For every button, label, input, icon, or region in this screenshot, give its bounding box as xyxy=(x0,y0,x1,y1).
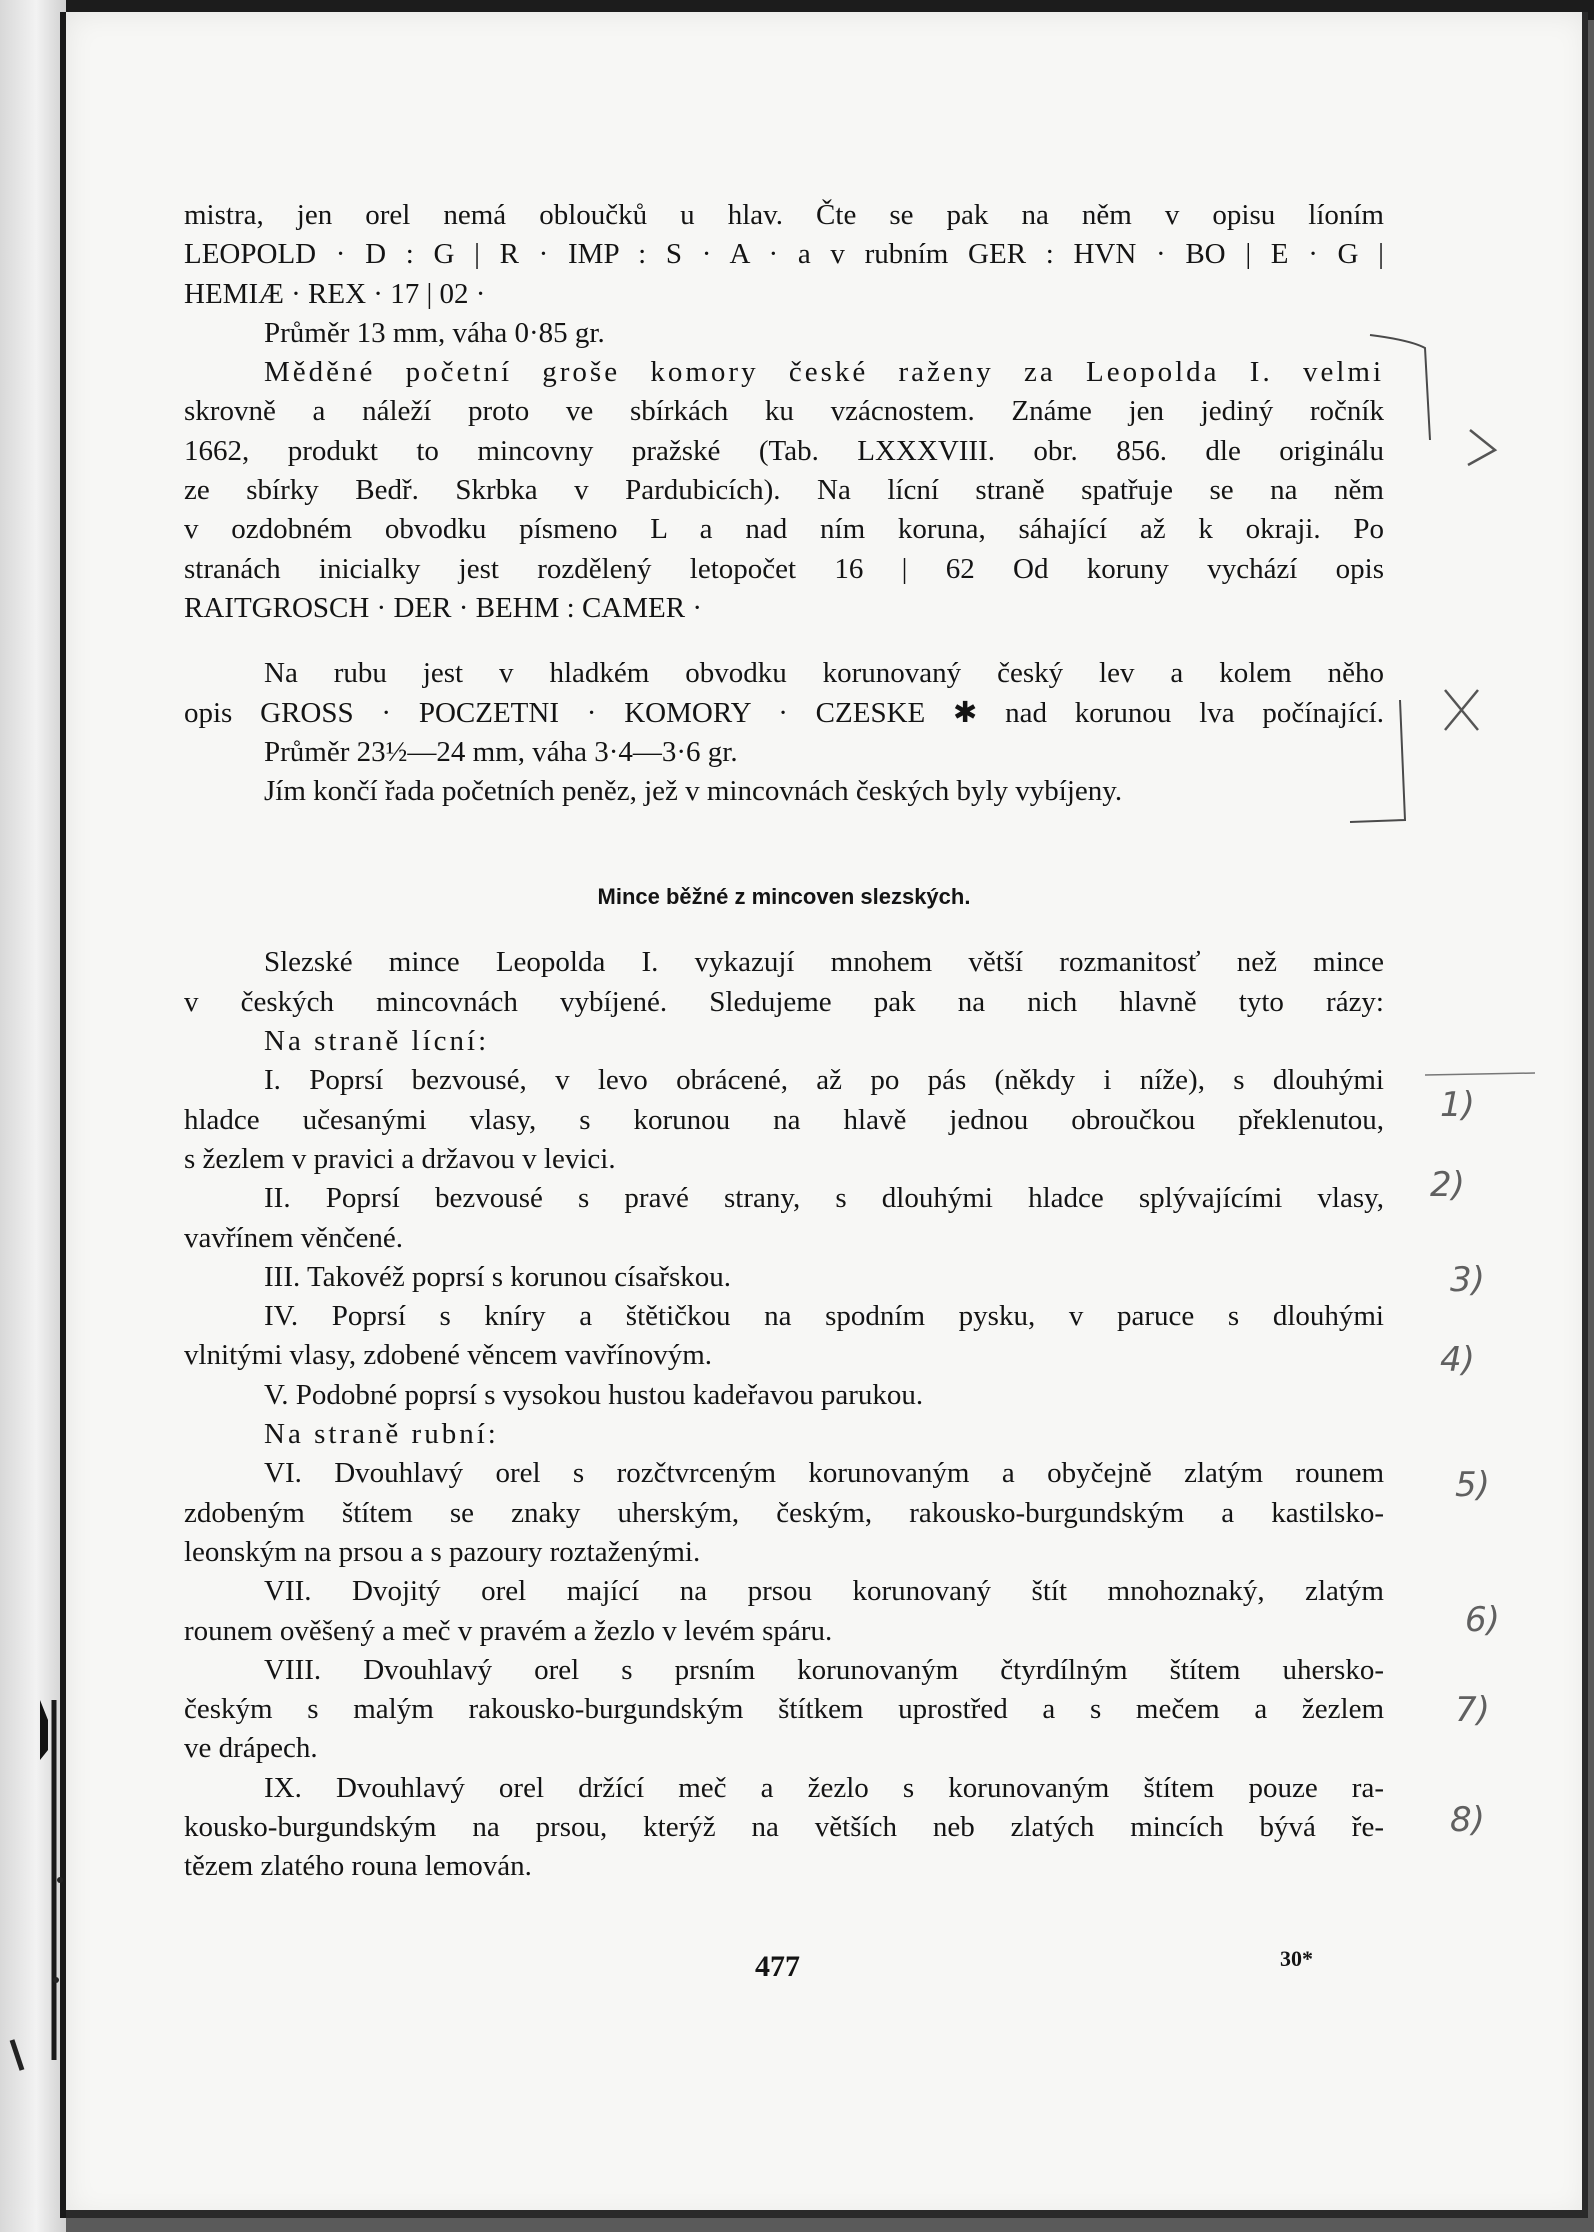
text-line: tězem zlatého rouna lemován. xyxy=(184,1850,532,1883)
text-line: IX. Dvouhlavý orel držící meč a žezlo s korunovaným štítem pouze ra- xyxy=(264,1771,1384,1804)
margin-note: 7) xyxy=(1455,1690,1490,1730)
subheading: Na straně rubní: xyxy=(264,1418,499,1451)
text-line: vlnitými vlasy, zdobené věncem vavřínovým. xyxy=(184,1339,713,1372)
text-line: mistra, jen orel nemá obloučků u hlav. Čte se pak na něm v opisu líoním xyxy=(184,199,1384,231)
text-line: Na rubu jest v hladkém obvodku korunovaný český lev a kolem něho xyxy=(264,657,1384,690)
text-line: stranách inicialky jest rozdělený letopočet 16 | 62 Od koruny vychází opis xyxy=(184,552,1384,585)
margin-note: 4) xyxy=(1440,1340,1475,1380)
printer-signature: 30* xyxy=(1280,1946,1313,1971)
text-line: v ozdobném obvodku písmeno L a nad ním koruna, sáhající až k okraji. Po xyxy=(184,513,1384,546)
text-line: I. Poprsí bezvousé, v levo obrácené, až po pás (někdy i níže), s dlouhými xyxy=(264,1064,1384,1097)
text-line: IV. Poprsí s kníry a štětičkou na spodním pysku, v paruce s dlouhými xyxy=(264,1300,1384,1333)
text-line: HEMIÆ · REX · 17 | 02 · xyxy=(184,277,486,310)
text-line: III. Takovéž poprsí s korunou císařskou. xyxy=(264,1260,731,1293)
text-line: hladce učesanými vlasy, s korunou na hlavě jednou obroučkou překlenutou, xyxy=(184,1103,1384,1136)
text-line: Průměr 13 mm, váha 0·85 gr. xyxy=(264,316,605,349)
margin-note: 2) xyxy=(1430,1165,1465,1205)
text-line: ve drápech. xyxy=(184,1732,318,1765)
text-line: Jím končí řada početních peněz, jež v mincovnách českých byly vybíjeny. xyxy=(264,775,1123,808)
text-line: vavřínem věnčené. xyxy=(184,1221,404,1254)
text-line: skrovně a náleží proto ve sbírkách ku vzácnostem. Známe jen jediný ročník xyxy=(184,395,1384,428)
text-line: RAITGROSCH · DER · BEHM : CAMER · xyxy=(184,591,702,624)
text-line: rounem ověšený a meč v pravém a žezlo v levém spáru. xyxy=(184,1614,833,1647)
margin-note: 5) xyxy=(1455,1465,1490,1505)
text-line: Měděné početní groše komory české raženy za Leopolda I. velmi xyxy=(264,356,1384,389)
text-line: Průměr 23½—24 mm, váha 3·4—3·6 gr. xyxy=(264,735,738,768)
text-line: leonským na prsou a s pazoury roztaženými. xyxy=(184,1535,701,1568)
margin-note: 8) xyxy=(1450,1800,1485,1840)
text-line: LEOPOLD · D : G | R · IMP : S · A · a v rubním GER : HVN · BO | E · G | xyxy=(184,238,1384,271)
text-line: V. Podobné poprsí s vysokou hustou kadeřavou parukou. xyxy=(264,1378,924,1411)
text-line: opis GROSS · POCZETNI · KOMORY · CZESKE ✱ nad korunou lva počínající. xyxy=(184,696,1384,729)
margin-note: 3) xyxy=(1450,1260,1485,1300)
text-line: zdobeným štítem se znaky uherským, českým, rakousko-burgundským a kastilsko- xyxy=(184,1496,1384,1529)
text-line: VIII. Dvouhlavý orel s prsním korunovaným čtyrdílným štítem uhersko- xyxy=(264,1653,1384,1686)
text-line: VII. Dvojitý orel mající na prsou korunovaný štít mnohoznaký, zlatým xyxy=(264,1575,1384,1608)
margin-note: 1) xyxy=(1440,1085,1475,1125)
text-line: Slezské mince Leopolda I. vykazují mnohem větší rozmanitosť než mince xyxy=(264,946,1384,979)
section-heading: Mince běžné z mincoven slezských. xyxy=(597,884,971,910)
text-line: ze sbírky Bedř. Skrbka v Pardubicích). Na lícní straně spatřuje se na něm xyxy=(184,474,1384,507)
text-line: VI. Dvouhlavý orel s rozčtvrceným korunovaným a obyčejně zlatým rounem xyxy=(264,1457,1384,1490)
subheading: Na straně lícní: xyxy=(264,1025,490,1058)
text-line: s žezlem v pravici a državou v levici. xyxy=(184,1142,616,1175)
text-line: II. Poprsí bezvousé s pravé strany, s dlouhými hladce splývajícími vlasy, xyxy=(264,1182,1384,1215)
margin-note: 6) xyxy=(1465,1600,1500,1640)
text-line: českým s malým rakousko-burgundským štítkem uprostřed a s mečem a žezlem xyxy=(184,1693,1384,1726)
page-number: 477 xyxy=(755,1950,800,1983)
text-line: v českých mincovnách vybíjené. Sledujeme pak na nich hlavně tyto rázy: xyxy=(184,985,1384,1018)
text-line: kousko-burgundským na prsou, kterýž na větších neb zlatých mincích bývá ře- xyxy=(184,1810,1384,1843)
text-line: 1662, produkt to mincovny pražské (Tab. LXXXVIII. obr. 856. dle originálu xyxy=(184,434,1384,467)
